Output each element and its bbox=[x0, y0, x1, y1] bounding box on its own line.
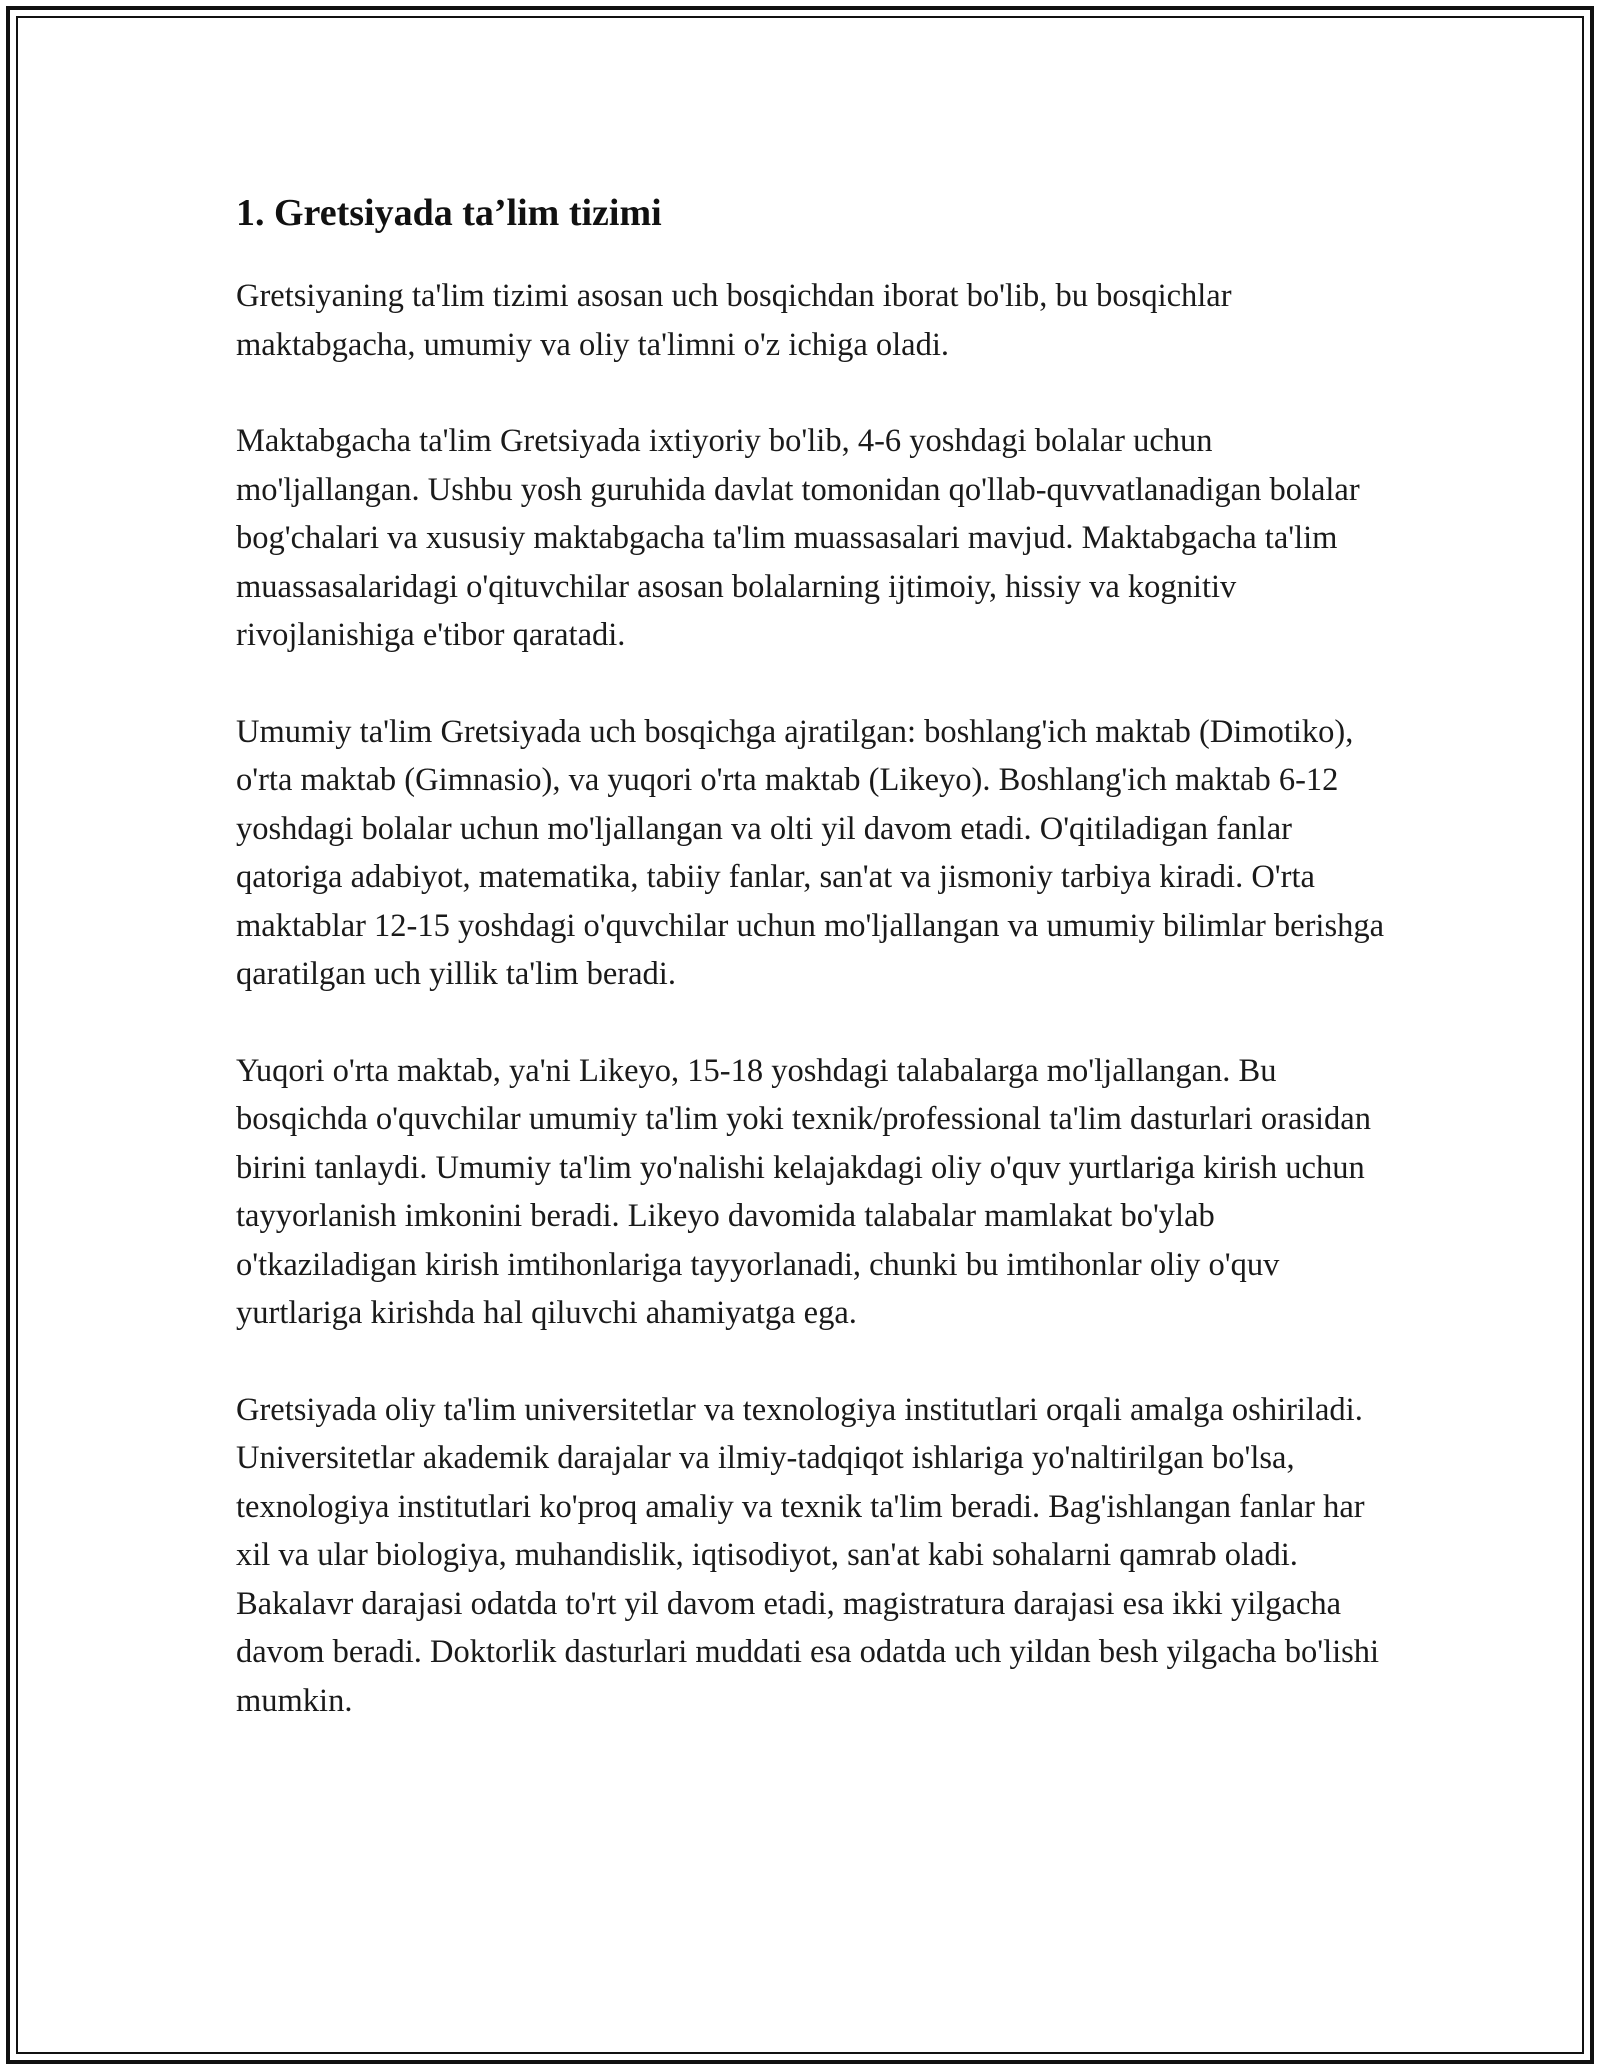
paragraph-higher-education: Gretsiyada oliy ta'lim universitetlar va texnologiya institutlari orqali amalga oshiriladi. Universitetlar akademik darajalar va ilmiy-tadqiqot ishlariga yo'naltirilgan bo'lsa, texnologiya institutlari ko'proq amaliy va texnik ta'lim beradi. Bag'ishlangan fanlar har xil va ular biologiya, muhandislik, iqtisodiyot, san'at kabi sohalarni qamrab oladi. Bakalavr darajasi odatda to'rt yil davom etadi, magistratura darajasi esa ikki yilgacha davom beradi. Doktorlik dasturlari muddati esa odatda uch yildan besh yilgacha bo'lishi mumkin. bbox=[236, 1391, 1380, 1719]
paragraph-upper-secondary: Yuqori o'rta maktab, ya'ni Likeyo, 15-18 yoshdagi talabalarga mo'ljallangan. Bu bosqichda o'quvchilar umumiy ta'lim yoki texnik/professional ta'lim dasturlari orasidan birini tanlaydi. Umumiy ta'lim yo'nalishi kelajakdagi oliy o'quv yurtlariga kirish uchun tayyorlanish imkonini beradi. Likeyo davomida talabalar mamlakat bo'ylab o'tkaziladigan kirish imtihonlariga tayyorlanadi, chunki bu imtihonlar oliy o'quv yurtlariga kirishda hal qiluvchi ahamiyatga ega. bbox=[236, 1052, 1371, 1331]
paragraph-general-education: Umumiy ta'lim Gretsiyada uch bosqichga ajratilgan: boshlang'ich maktab (Dimotiko), o'rta maktab (Gimnasio), va yuqori o'rta maktab (Likeyo). Boshlang'ich maktab 6-12 yoshdagi bolalar uchun mo'ljallangan va olti yil davom etadi. O'qitiladigan fanlar qatoriga adabiyot, matematika, tabiiy fanlar, san'at va jismoniy tarbiya kiradi. O'rta maktablar 12-15 yoshdagi o'quvchilar uchun mo'ljallangan va umumiy bilimlar berishga qaratilgan uch yillik ta'lim beradi. bbox=[236, 713, 1385, 992]
section-heading: 1. Gretsiyada ta’lim tizimi bbox=[236, 192, 662, 234]
paragraph-intro: Gretsiyaning ta'lim tizimi asosan uch bosqichdan iborat bo'lib, bu bosqichlar maktabgacha, umumiy va oliy ta'limni o'z ichiga oladi. bbox=[236, 278, 1232, 363]
document-body bbox=[236, 186, 1386, 1773]
paragraph-preschool: Maktabgacha ta'lim Gretsiyada ixtiyoriy bo'lib, 4-6 yoshdagi bolalar uchun mo'ljallangan. Ushbu yosh guruhida davlat tomonidan qo'llab-quvvatlanadigan bolalar bog'chalari va xususiy maktabgacha ta'lim muassasalari mavjud. Maktabgacha ta'lim muassasalaridagi o'qituvchilar asosan bolalarning ijtimoiy, hissiy va kognitiv rivojlanishiga e'tibor qaratadi. bbox=[236, 423, 1360, 653]
